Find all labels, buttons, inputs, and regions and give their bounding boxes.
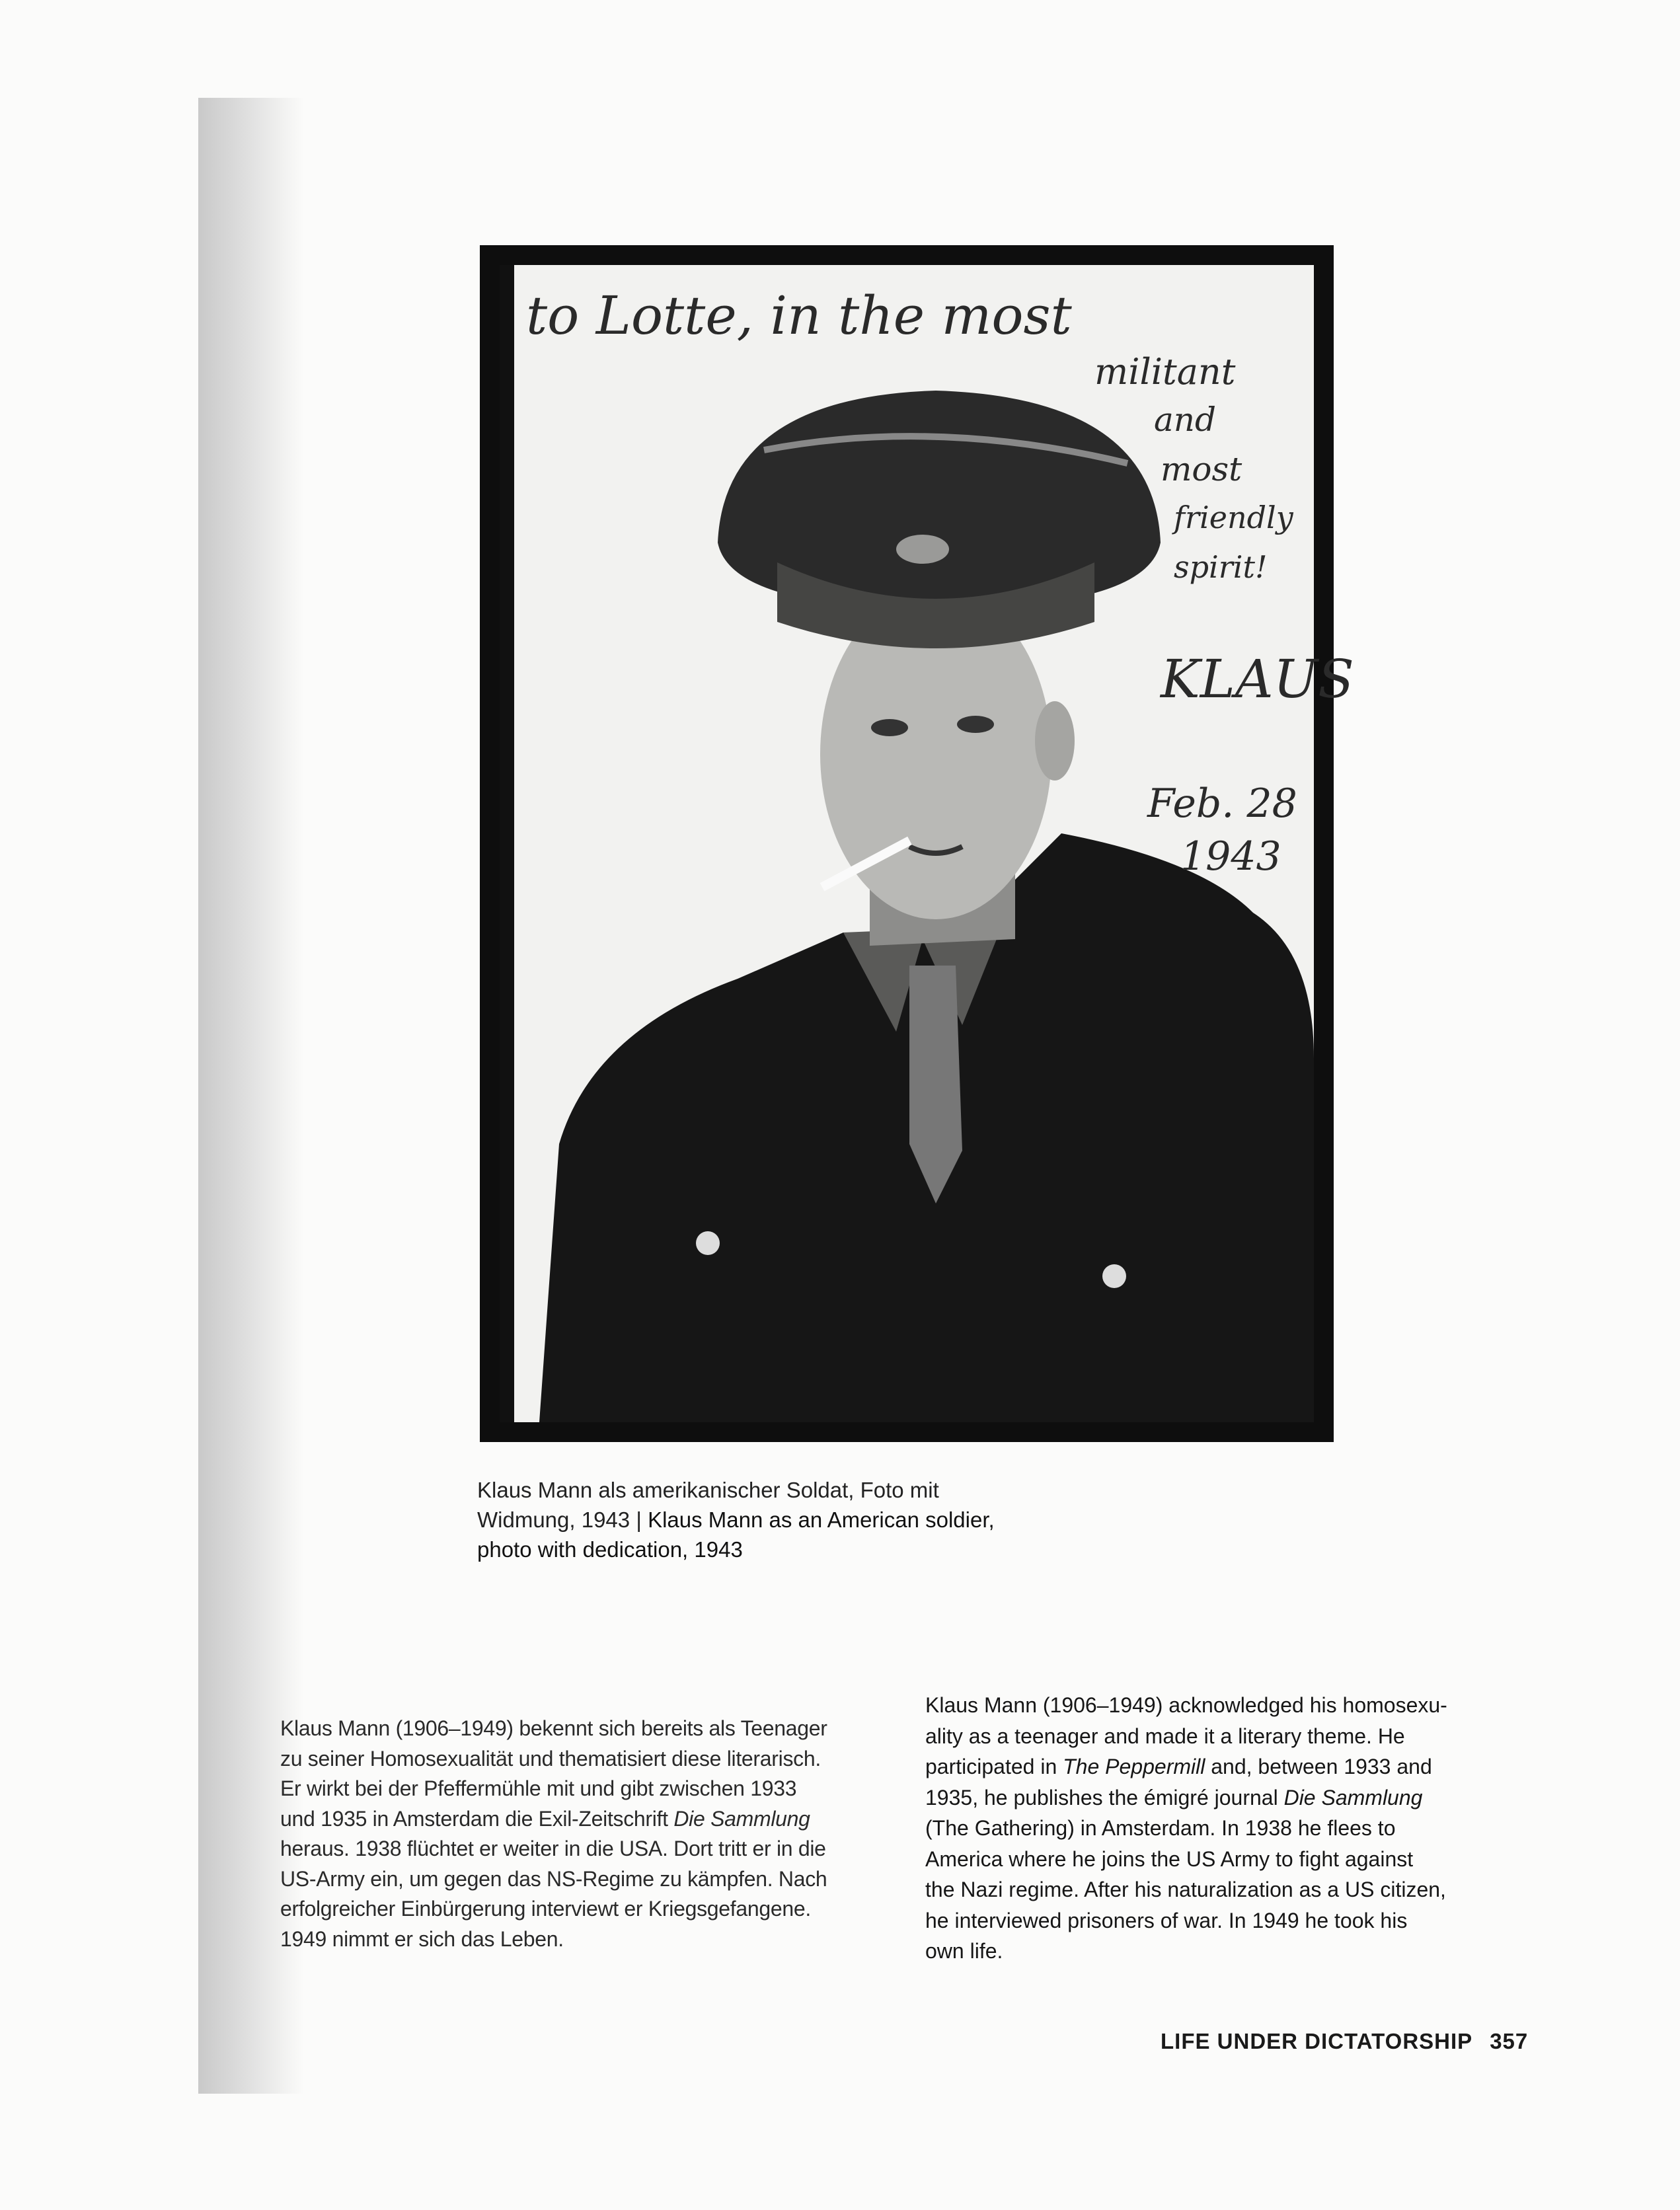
text-line <box>925 1751 1447 1782</box>
photo-caption <box>477 1475 1006 1564</box>
dedication-year: 1943 <box>1180 833 1281 880</box>
text-line <box>925 1721 1447 1752</box>
section-title: LIFE UNDER DICTATORSHIP <box>1161 2029 1473 2053</box>
text-run: participated in <box>925 1755 1063 1778</box>
dedication-line: spirit! <box>1174 549 1268 585</box>
text-run: US-Army ein, um gegen das NS-Regime zu kämpfen. Nach <box>280 1866 827 1891</box>
text-line <box>925 1905 1447 1936</box>
caption-german: Klaus Mann als amerikanischer Soldat, Foto mit Widmung, 1943 <box>477 1478 939 1532</box>
text-line <box>925 1690 1447 1721</box>
text-line <box>280 1714 827 1744</box>
text-run: he interviewed prisoners of war. In 1949 he took his <box>925 1908 1408 1932</box>
text-run: own life. <box>925 1939 1003 1963</box>
dedication-line: militant <box>1094 351 1236 393</box>
signature: KLAUS <box>1161 648 1354 710</box>
text-line <box>925 1782 1447 1813</box>
text-line <box>280 1894 827 1924</box>
text-run: Klaus Mann (1906–1949) bekennt sich bereits als Teenager <box>280 1716 827 1740</box>
running-footer <box>1161 2029 1528 2054</box>
text-line <box>925 1813 1447 1844</box>
text-line <box>280 1804 827 1835</box>
text-run: 1935, he publishes the émigré journal <box>925 1785 1284 1810</box>
text-line <box>925 1844 1447 1875</box>
caption-separator: | <box>636 1507 642 1532</box>
text-run: heraus. 1938 flüchtet er weiter in die USA. Dort tritt er in die <box>280 1837 826 1860</box>
text-run: erfolgreicher Einbürgerung interviewt er Kriegsgefangene. <box>280 1897 811 1921</box>
italic-title: The Peppermill <box>1063 1755 1205 1778</box>
dedication-line: to Lotte, in the most <box>526 285 1072 346</box>
text-run: zu seiner Homosexualität und thematisiert diese literarisch. <box>280 1746 821 1771</box>
text-line <box>280 1864 827 1895</box>
dedication-line: friendly <box>1174 500 1293 535</box>
italic-title: Die Sammlung <box>673 1806 810 1831</box>
photo-print <box>500 265 1354 1422</box>
text-run: and, between 1933 and <box>1205 1755 1432 1778</box>
text-run: Er wirkt bei der Pfeffermühle mit und gibt zwischen 1933 <box>280 1776 797 1800</box>
dedication-line: most <box>1161 450 1242 488</box>
text-line <box>925 1936 1447 1967</box>
italic-title: Die Sammlung <box>1283 1785 1423 1810</box>
text-line <box>280 1744 827 1774</box>
text-line <box>280 1924 827 1955</box>
text-line <box>925 1874 1447 1905</box>
text-run: America where he joins the US Army to fight against <box>925 1847 1414 1871</box>
text-run: und 1935 in Amsterdam die Exil-Zeitschrift <box>280 1806 674 1831</box>
body-text-german <box>280 1714 827 1954</box>
text-line <box>280 1834 827 1864</box>
dedication-date: Feb. 28 <box>1147 781 1297 827</box>
page-number: 357 <box>1490 2029 1529 2053</box>
text-run: (The Gathering) in Amsterdam. In 1938 he flees to <box>925 1816 1396 1840</box>
text-run: the Nazi regime. After his naturalization as a US citizen, <box>925 1878 1446 1901</box>
text-run: Klaus Mann (1906–1949) acknowledged his homosexu- <box>925 1693 1447 1717</box>
photo-klaus-mann <box>480 245 1354 1442</box>
text-line <box>280 1774 827 1804</box>
dedication-line: and <box>1154 400 1217 439</box>
caption-english: Klaus Mann as an American soldier, photo with dedication, 1943 <box>477 1507 995 1562</box>
text-run: ality as a teenager and made it a literary theme. He <box>925 1724 1405 1748</box>
text-run: 1949 nimmt er sich das Leben. <box>280 1926 564 1951</box>
body-text-english <box>925 1690 1447 1967</box>
